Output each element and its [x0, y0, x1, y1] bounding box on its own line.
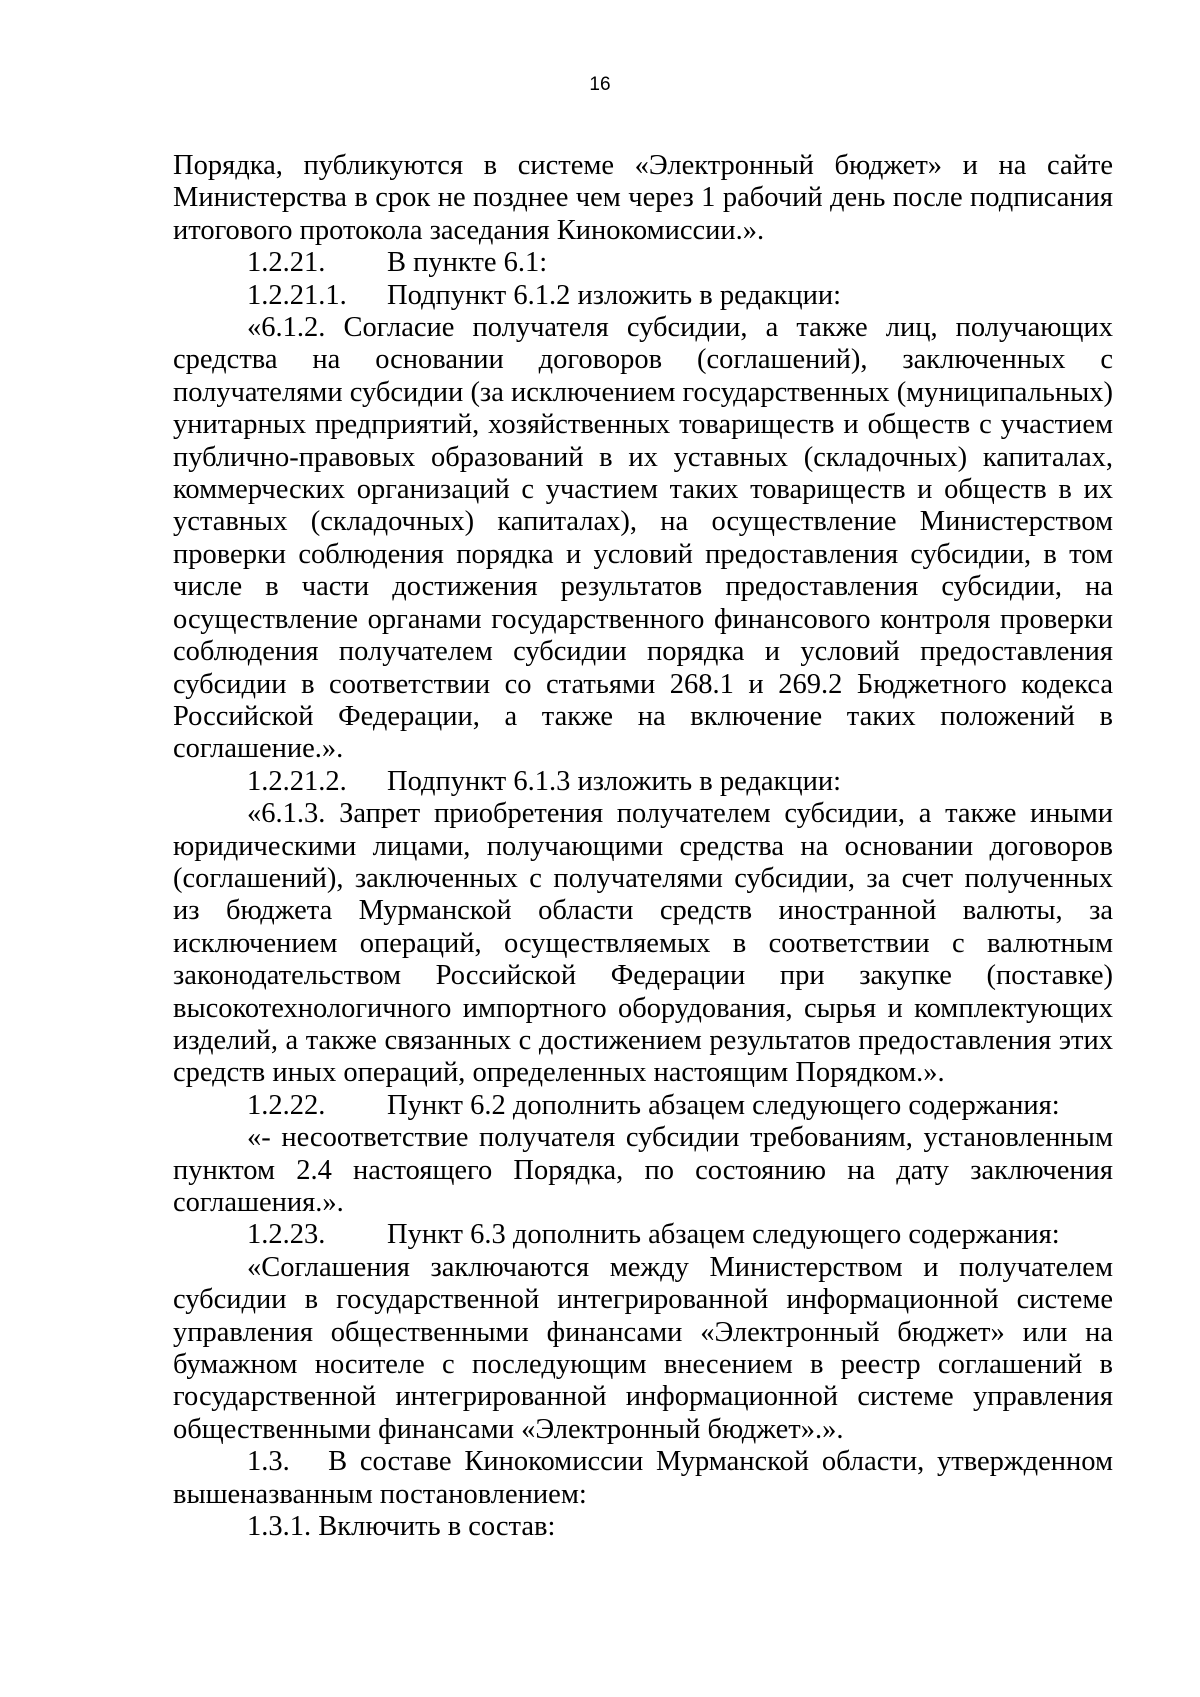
item-text: Подпункт 6.1.3 изложить в редакции: [387, 765, 842, 797]
item-text: Пункт 6.3 дополнить абзацем следующего содержания: [387, 1219, 1060, 1251]
item-text: В пункте 6.1: [387, 247, 548, 279]
item-number: 1.2.21. [247, 247, 326, 279]
item-number: 1.2.21.1. [247, 279, 347, 311]
paragraph-6-1-3: «6.1.3. Запрет приобретения получателем субсидии, а также иными юридическими лицами, получающими средства на основании договоров (соглашений), заключенных с получателями субсидии, за счет полученных из бюджета Мурманской области средств иностранной валюты, за исключением операций, осуществляемых в соответствии с валютным законодательством Российской Федерации при закупке (поставке) высокотехнологичного импортного оборудования, сырья и комплектующих изделий, а также связанных с достижением результатов предоставления этих средств иных операций, определенных настоящим Порядком.». [173, 798, 1113, 1089]
item-text: Подпункт 6.1.2 изложить в редакции: [387, 279, 842, 311]
list-item-1-2-21-2 [173, 766, 1113, 798]
list-item-1-2-21 [173, 247, 1113, 279]
item-number: 1.2.22. [247, 1089, 326, 1121]
paragraph-nonconformity: «- несоответствие получателя субсидии требованиям, установленным пунктом 2.4 настоящего Порядка, по состоянию на дату заключения соглашения.». [173, 1122, 1113, 1218]
list-item-1-2-22 [173, 1090, 1113, 1122]
list-item-1-2-21-1 [173, 280, 1113, 312]
page-number: 16 [589, 74, 611, 95]
item-number: 1.2.23. [247, 1219, 326, 1251]
paragraph-6-1-2: «6.1.2. Согласие получателя субсидии, а также лиц, получающих средства на основании договоров (соглашений), заключенных с получателями субсидии (за исключением государственных (муниципальных) унитарных предприятий, хозяйственных товариществ и обществ с участием публично-правовых образований в их уставных (складочных) капиталах, коммерческих организаций с участием таких товариществ и обществ в их уставных (складочных) капиталах), на осуществление Министерством проверки соблюдения порядка и условий предоставления субсидии, в том числе в части достижения результатов предоставления субсидии, на осуществление органами государственного финансового контроля проверки соблюдения получателем субсидии порядка и условий предоставления субсидии в соответствии со статьями 268.1 и 269.2 Бюджетного кодекса Российской Федерации, а также на включение таких положений в соглашение.». [173, 312, 1113, 765]
paragraph-continuation: Порядка, публикуются в системе «Электронный бюджет» и на сайте Министерства в срок не позднее чем через 1 рабочий день после подписания итогового протокола заседания Кинокомиссии.». [173, 150, 1113, 246]
paragraph-1-3: 1.3. В составе Кинокомиссии Мурманской области, утвержденном вышеназванным постановлением: [173, 1446, 1121, 1510]
item-text: Пункт 6.2 дополнить абзацем следующего содержания: [387, 1089, 1060, 1121]
paragraph-agreements: «Соглашения заключаются между Министерством и получателем субсидии в государственной интегрированной информационной системе управления общественными финансами «Электронный бюджет» или на бумажном носителе с последующим внесением в реестр соглашений в государственной интегрированной информационной системе управления общественными финансами «Электронный бюджет».». [173, 1251, 1113, 1445]
paragraph-1-3-1: 1.3.1. Включить в состав: [247, 1511, 556, 1543]
document-body [173, 150, 1121, 1543]
list-item-1-2-23 [173, 1219, 1113, 1251]
item-number: 1.2.21.2. [247, 765, 347, 797]
